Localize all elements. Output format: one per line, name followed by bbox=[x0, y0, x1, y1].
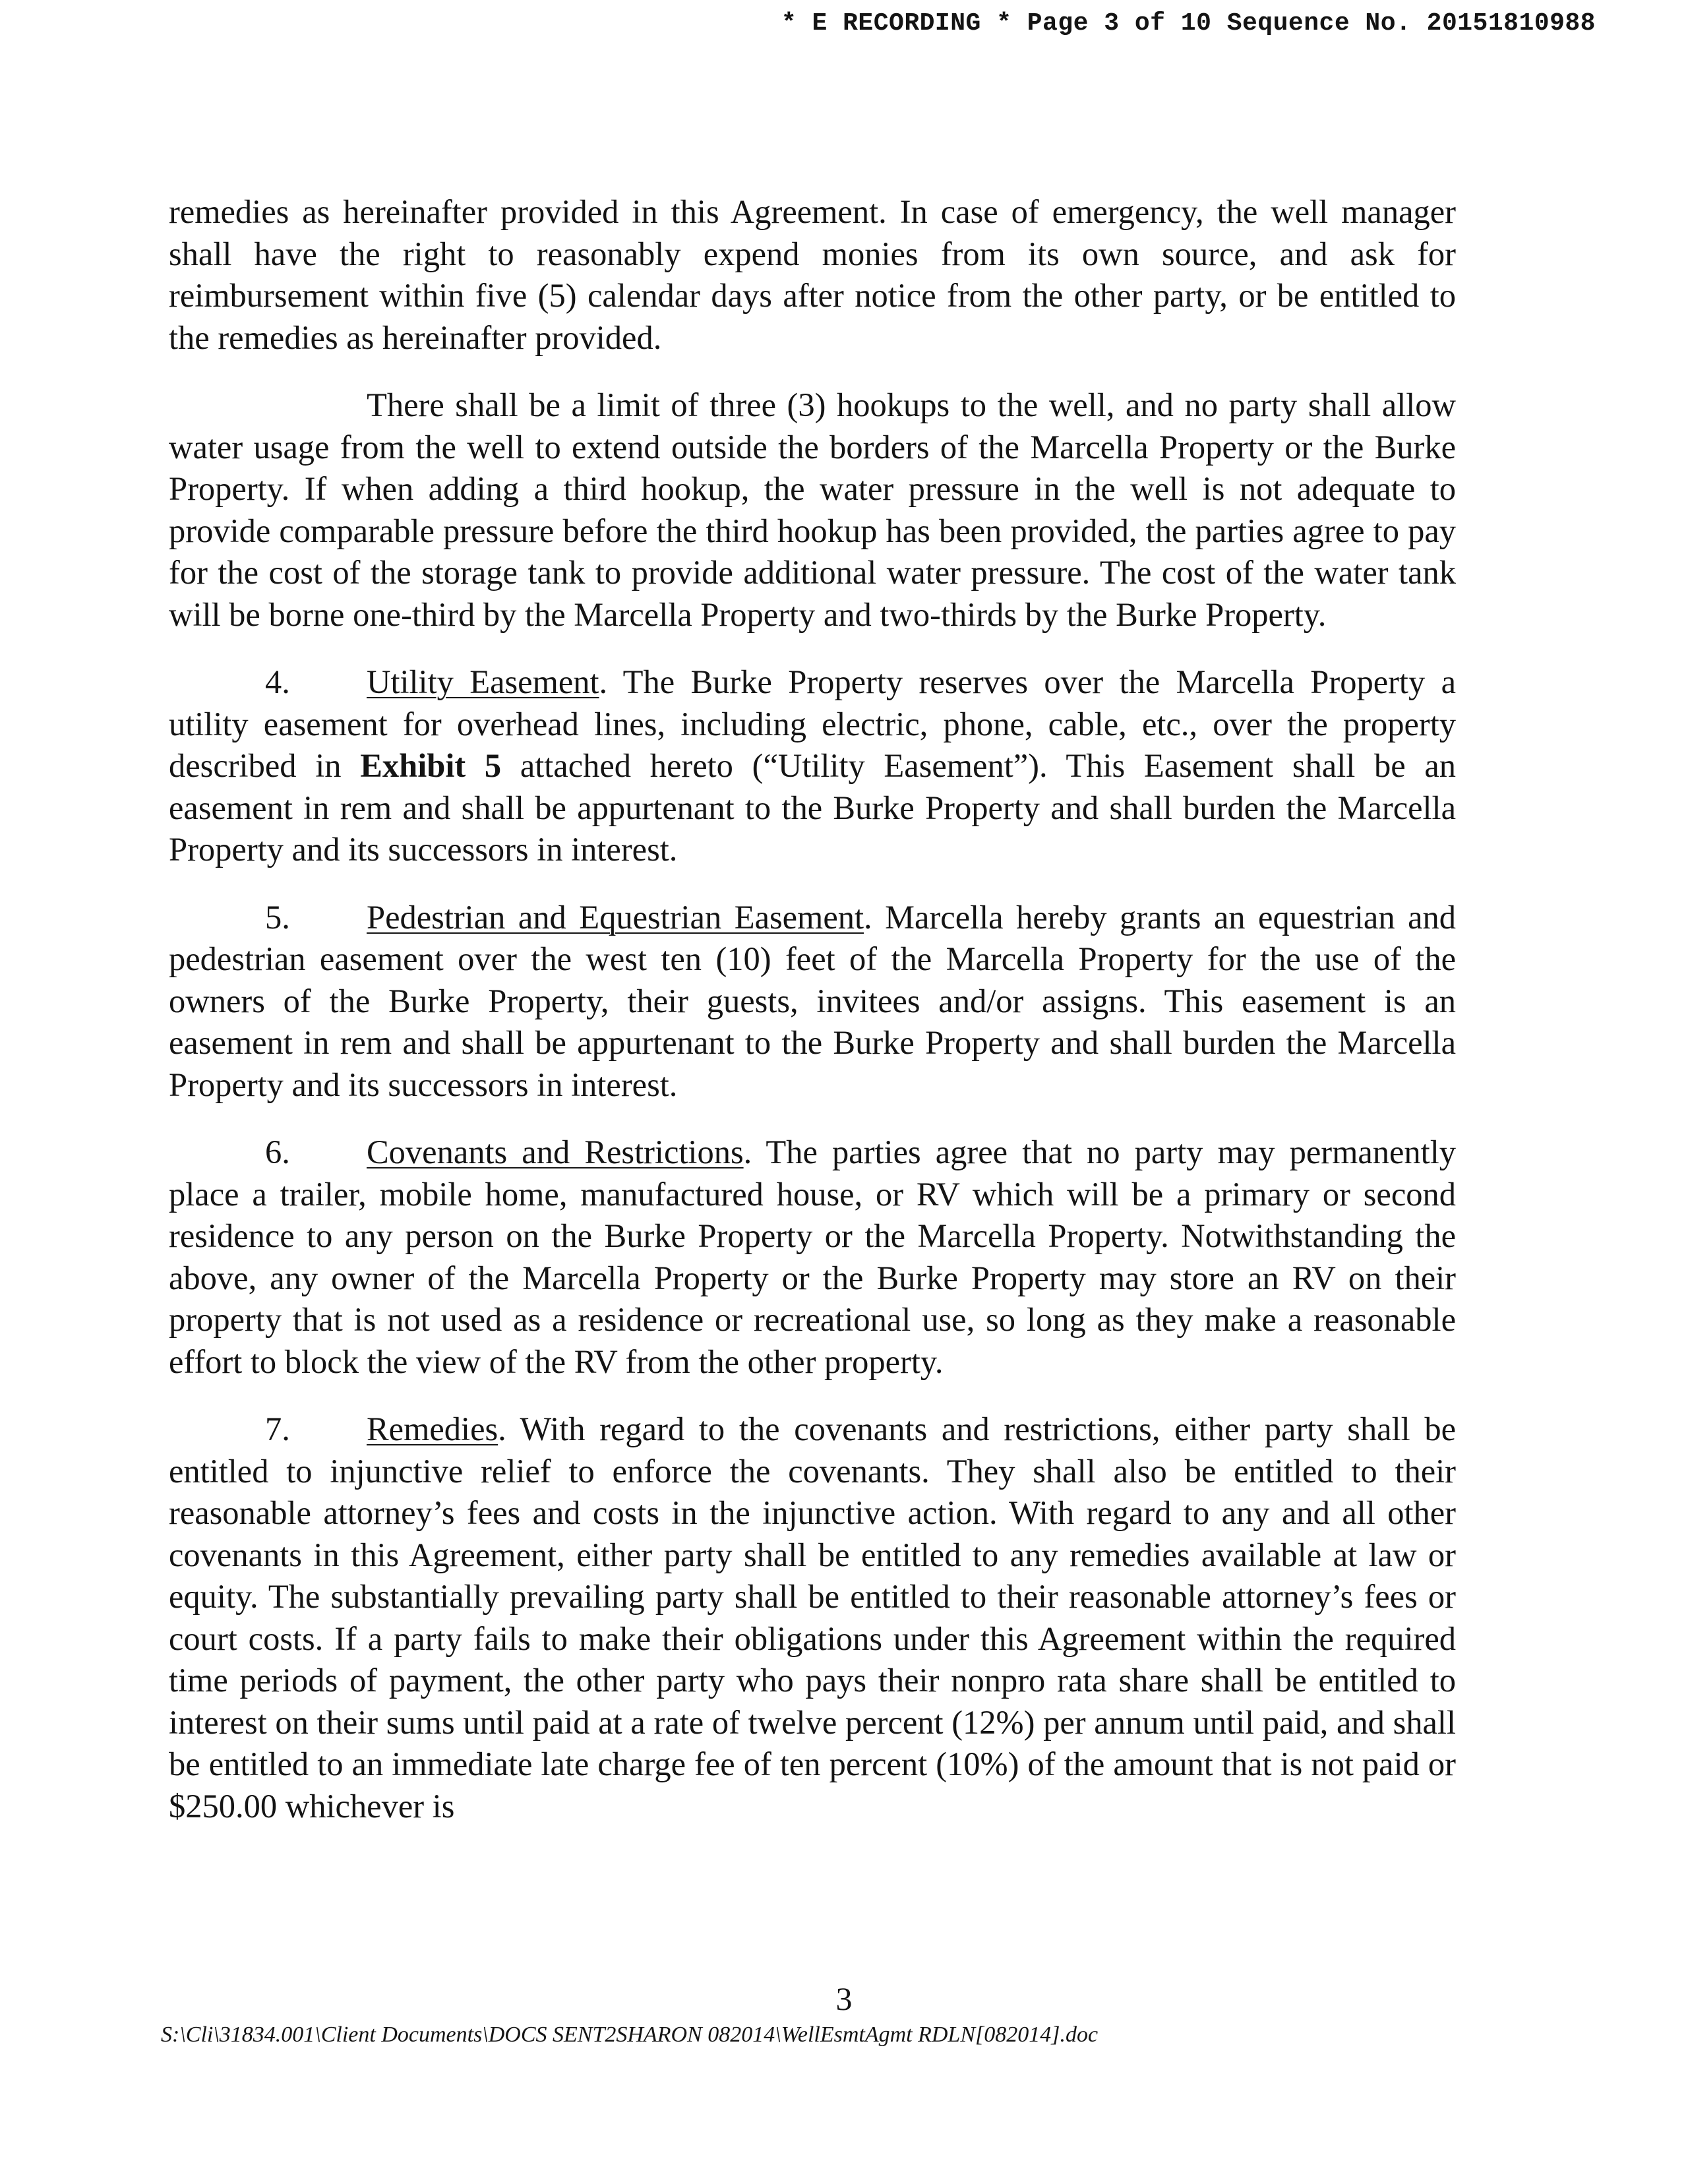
section-text: . The Burke Property reserves over the Marcella Property a utility easement for overhead lines, including electric, phone, cable, etc., over the property described in bbox=[169, 663, 1456, 784]
section-number: 5. bbox=[265, 898, 290, 936]
page-number: 3 bbox=[835, 1980, 853, 2017]
section-5-pedestrian-equestrian-easement bbox=[169, 897, 1456, 1107]
section-number: 6. bbox=[265, 1134, 290, 1170]
exhibit-reference: Exhibit 5 bbox=[360, 747, 502, 784]
section-text: . The parties agree that no party may permanently place a trailer, mobile home, manufactured house, or RV which will be a primary or second residence to any person on the Burke Property or the Marcella Property. Notwithstanding the above, any owner of the Marcella Property or the Burke Property may store an RV on their property that is not used as a residence or recreational use, so long as they make a reasonable effort to block the view of the RV from the other property. bbox=[169, 1134, 1456, 1380]
section-4-utility-easement bbox=[169, 661, 1456, 871]
footer-file-path: S:\Cli\31834.001\Client Documents\DOCS SENT2SHARON 082014\WellEsmtAgmt RDLN[082014].doc bbox=[161, 2022, 1099, 2047]
section-7-remedies bbox=[169, 1409, 1456, 1827]
section-6-covenants-restrictions bbox=[169, 1132, 1456, 1383]
section-number: 7. bbox=[265, 1410, 290, 1447]
section-heading: Remedies bbox=[367, 1410, 498, 1447]
section-text: . With regard to the covenants and restrictions, either party shall be entitled to injunctive relief to enforce the covenants. They shall also be entitled to their reasonable attorney’s fees and costs in the injunctive action. With regard to any and all other covenants in this Agreement, either party shall be entitled to any remedies available at law or equity. The substantially prevailing party shall be entitled to their reasonable attorney’s fees or court costs. If a party fails to make their obligations under this Agreement within the required time periods of payment, the other party who pays their nonpro rata share shall be entitled to interest on their sums until paid at a rate of twelve percent (12%) per annum until paid, and shall be entitled to an immediate late charge fee of ten percent (10%) of the amount that is not paid or $250.00 whichever is bbox=[169, 1410, 1456, 1825]
continuation-paragraph: remedies as hereinafter provided in this Agreement. In case of emergency, the well manager shall have the right to reasonably expend monies from its own source, and ask for reimbursement within five (5) calendar days after notice from the other party, or be entitled to the remedies as hereinafter provided. bbox=[169, 193, 1456, 356]
section-text: attached hereto (“Utility Easement”). This Easement shall be an easement in rem and shall be appurtenant to the Burke Property and shall burden the Marcella Property and its successors in interest. bbox=[169, 747, 1456, 868]
section-heading: Utility Easement bbox=[367, 663, 599, 700]
recording-header: * E RECORDING * Page 3 of 10 Sequence No. 20151810988 bbox=[781, 9, 1596, 38]
section-number: 4. bbox=[265, 663, 290, 700]
section-heading: Covenants and Restrictions bbox=[367, 1134, 744, 1170]
document-body bbox=[169, 191, 1456, 1853]
section-heading: Pedestrian and Equestrian Easement bbox=[367, 898, 864, 936]
section-text: . Marcella hereby grants an equestrian and pedestrian easement over the west ten (10) feet of the Marcella Property for the use of the owners of the Burke Property, their guests, invitees and/or assigns. This easement is an easement in rem and shall be appurtenant to the Burke Property and shall burden the Marcella Property and its successors in interest. bbox=[169, 898, 1456, 1103]
hookups-paragraph: There shall be a limit of three (3) hookups to the well, and no party shall allow water usage from the well to extend outside the borders of the Marcella Property or the Burke Property. If when adding a third hookup, the water pressure in the well is not adequate to provide comparable pressure before the third hookup has been provided, the parties agree to pay for the cost of the storage tank to provide additional water pressure. The cost of the water tank will be borne one-third by the Marcella Property and two-thirds by the Burke Property. bbox=[169, 386, 1456, 633]
